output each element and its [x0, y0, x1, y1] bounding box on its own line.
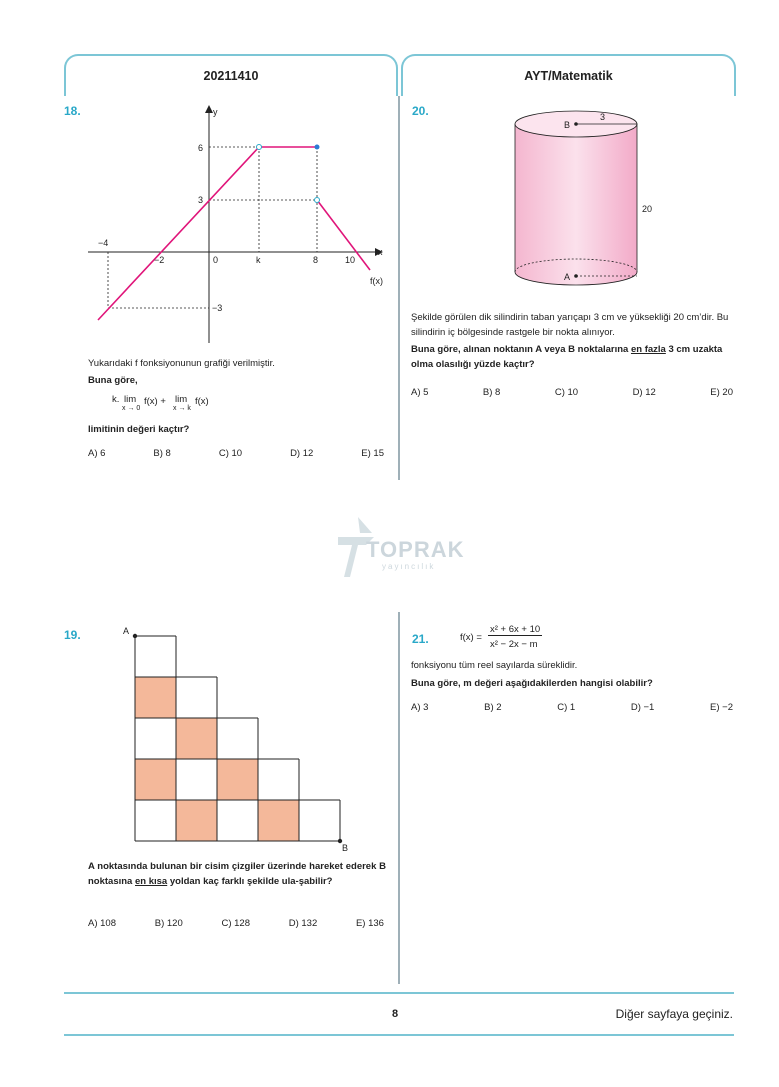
- q20-option-b[interactable]: B) 8: [482, 387, 501, 398]
- q19-question-underline: en kısa: [135, 876, 168, 887]
- tick-x10: 10: [345, 255, 356, 265]
- q19-option-a[interactable]: A) 108: [88, 918, 116, 929]
- q19-option-b[interactable]: B) 120: [154, 918, 183, 929]
- label-a: A: [564, 272, 571, 282]
- q21-text2: Buna göre, m değeri aşağıdakilerden hangisi olabilir?: [411, 678, 653, 689]
- fx-label: f(x): [370, 276, 383, 286]
- point-b: [574, 122, 578, 126]
- limit-lim-2: lim: [175, 394, 188, 405]
- q21-option-b[interactable]: B) 2: [484, 702, 502, 713]
- exam-code: 20211410: [203, 69, 259, 83]
- limit-sub-1: x → 0: [122, 405, 141, 412]
- q20-option-a[interactable]: A) 5: [411, 387, 429, 398]
- q20-question-p1: Buna göre, alınan noktanın A veya B noktalarına: [411, 344, 631, 355]
- q18-option-e[interactable]: E) 15: [361, 448, 384, 459]
- limit-k: k.: [112, 394, 120, 405]
- q21-function: [460, 624, 580, 654]
- label-b: B: [342, 843, 349, 853]
- limit-fx-1: f(x) +: [144, 396, 166, 407]
- q20-question-p2: 3 cm uzakta olma olasılığı yüzde kaçtır?: [411, 344, 723, 370]
- function-curve: [98, 147, 317, 320]
- q18-text3: limitinin değeri kaçtır?: [88, 424, 190, 435]
- q19-question: [88, 859, 386, 889]
- label-radius: 3: [600, 112, 606, 122]
- header-right-tab: [401, 54, 736, 96]
- tick-y3: 3: [198, 195, 204, 205]
- footer-line-top: [64, 992, 734, 994]
- tick-x0: 0: [213, 255, 219, 265]
- q21-option-d[interactable]: D) −1: [630, 702, 655, 713]
- column-divider-bottom: [398, 612, 400, 984]
- subject-title: AYT/Matematik: [524, 69, 613, 83]
- q19-option-d[interactable]: D) 132: [288, 918, 318, 929]
- tick-yneg3: −3: [212, 303, 223, 313]
- closed-point-8-6: [315, 145, 320, 150]
- q20-options: [411, 387, 733, 398]
- q20-number: 20.: [412, 104, 429, 118]
- label-b: B: [564, 120, 571, 130]
- q18-number: 18.: [64, 104, 81, 118]
- guide-lines: [108, 147, 317, 308]
- y-axis-label: y: [213, 107, 218, 117]
- tick-x8: 8: [313, 255, 319, 265]
- tick-xk: k: [256, 255, 261, 265]
- q18-option-b[interactable]: B) 8: [153, 448, 171, 459]
- q18-options: [88, 448, 384, 459]
- q21-text1: fonksiyonu tüm reel sayılarda süreklidir.: [411, 660, 578, 671]
- q18-text2: Buna göre,: [88, 375, 138, 386]
- q19-option-c[interactable]: C) 128: [221, 918, 250, 929]
- limit-fx-2: f(x): [195, 396, 209, 407]
- function-curve-right: [317, 200, 370, 270]
- q20-option-e[interactable]: E) 20: [710, 387, 733, 398]
- tick-xneg4: −4: [98, 238, 109, 248]
- label-height: 20: [642, 204, 653, 214]
- q20-option-c[interactable]: C) 10: [554, 387, 579, 398]
- watermark-sub: yayıncılık: [382, 562, 436, 571]
- watermark-logo: [336, 515, 466, 585]
- q20-question: [411, 342, 736, 372]
- q19-grid: [120, 624, 360, 854]
- point-a: [574, 274, 578, 278]
- tick-xneg2: −2: [154, 255, 165, 265]
- point-a: [133, 634, 137, 638]
- next-page-note: Diğer sayfaya geçiniz.: [615, 1007, 733, 1021]
- grid-lines: [135, 636, 340, 841]
- x-axis-label: x: [378, 247, 383, 257]
- limit-lim-1: lim: [124, 394, 137, 405]
- tick-y6: 6: [198, 143, 204, 153]
- q20-text1: Şekilde görülen dik silindirin taban yarıçapı 3 cm ve yüksekliği 20 cm’dir. Bu silindirin iç bölgesinde rastgele bir nokta alınıyor.: [411, 312, 729, 338]
- q18-text1: Yukarıdaki f fonksiyonunun grafiği verilmiştir.: [88, 358, 275, 369]
- q20-cylinder: [500, 104, 680, 294]
- q18-option-c[interactable]: C) 10: [218, 448, 243, 459]
- open-point-8-3: [315, 198, 320, 203]
- func-denominator: x² − 2x − m: [490, 639, 538, 650]
- func-lhs: f(x) =: [460, 632, 482, 643]
- label-a: A: [123, 626, 130, 636]
- cylinder-body: [515, 124, 637, 285]
- q19-options: [88, 918, 384, 929]
- q20-question-underline: en fazla: [630, 344, 666, 355]
- q18-option-a[interactable]: A) 6: [88, 448, 106, 459]
- limit-sub-2: x → k: [173, 405, 191, 412]
- func-numerator: x² + 6x + 10: [490, 624, 541, 635]
- q19-number: 19.: [64, 628, 81, 642]
- q21-option-e[interactable]: E) −2: [710, 702, 733, 713]
- watermark-brand: TOPRAK: [366, 537, 465, 562]
- column-divider-top: [398, 96, 400, 480]
- q20-option-d[interactable]: D) 12: [632, 387, 656, 398]
- footer-line-bottom: [64, 1034, 734, 1036]
- open-point-k6: [257, 145, 262, 150]
- q21-options: [411, 702, 733, 713]
- q21-number: 21.: [412, 632, 429, 646]
- q19-question-p2: yoldan kaç farklı şekilde ula-şabilir?: [167, 876, 333, 887]
- q21-option-c[interactable]: C) 1: [557, 702, 576, 713]
- q19-question-p1: A noktasında bulunan bir cisim çizgiler üzerinde hareket ederek B noktasına: [88, 861, 386, 887]
- q19-option-e[interactable]: E) 136: [355, 918, 384, 929]
- header-left-tab: [64, 54, 398, 96]
- page-number: 8: [392, 1008, 399, 1020]
- q18-option-d[interactable]: D) 12: [290, 448, 314, 459]
- q18-graph: [86, 100, 396, 350]
- q21-option-a[interactable]: A) 3: [411, 702, 429, 713]
